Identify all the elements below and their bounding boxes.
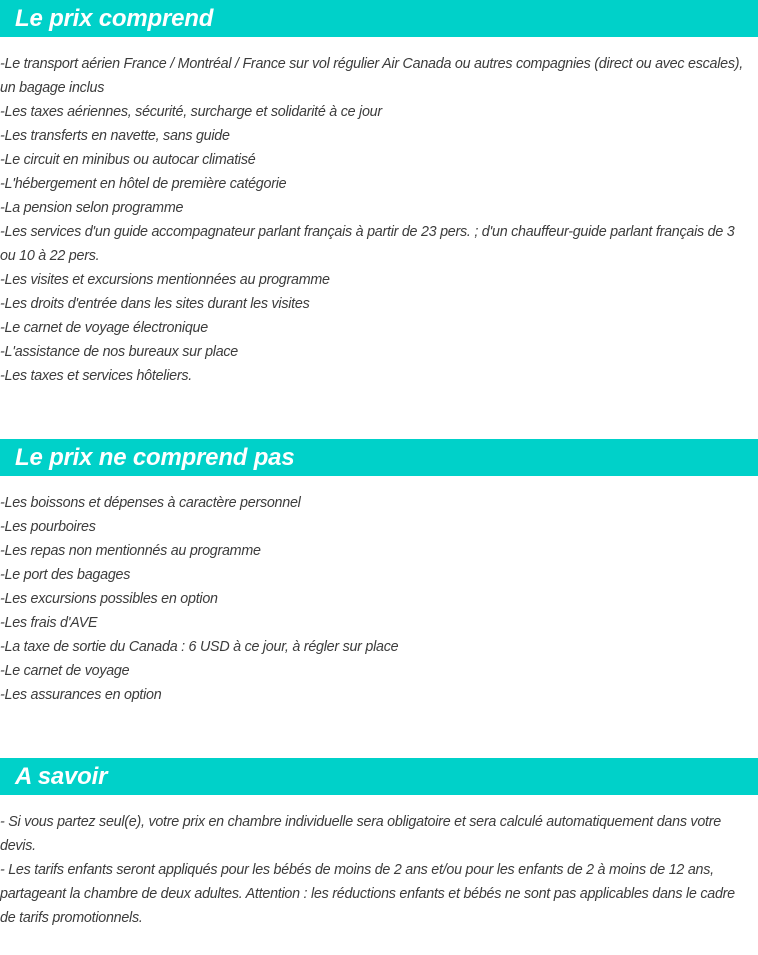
list-item: -L'assistance de nos bureaux sur place <box>0 344 239 360</box>
list-item: -Les visites et excursions mentionnées au programme <box>0 272 330 288</box>
list-item: -Le carnet de voyage électronique <box>0 320 208 336</box>
list-item: -L'hébergement en hôtel de première catégorie <box>0 176 287 192</box>
excludes-list <box>0 491 752 707</box>
list-item: -Les services d'un guide accompagnateur parlant français à partir de 23 pers. ; d'un chauffeur-guide parlant français de 3 ou 10 à 22 pers. <box>0 224 735 264</box>
includes-section-title: Le prix comprend <box>15 5 214 32</box>
list-item: -La taxe de sortie du Canada : 6 USD à ce jour, à régler sur place <box>0 639 399 655</box>
list-item: -La pension selon programme <box>0 200 184 216</box>
list-item: -Les repas non mentionnés au programme <box>0 543 261 559</box>
list-item: -Le transport aérien France / Montréal / France sur vol régulier Air Canada ou autres compagnies (direct ou avec escales), un bagage inclus <box>0 56 743 96</box>
info-section-header <box>0 758 758 795</box>
list-item: -Le carnet de voyage <box>0 663 130 679</box>
list-item: -Les pourboires <box>0 519 96 535</box>
list-item: - Si vous partez seul(e), votre prix en chambre individuelle sera obligatoire et sera calculé automatiquement dans votre devis. <box>0 814 721 854</box>
list-item: -Les droits d'entrée dans les sites durant les visites <box>0 296 310 312</box>
list-item: -Le port des bagages <box>0 567 131 583</box>
excludes-section-title: Le prix ne comprend pas <box>15 444 295 471</box>
list-item: -Les frais d'AVE <box>0 615 98 631</box>
list-item: -Les transferts en navette, sans guide <box>0 128 230 144</box>
list-item: -Les excursions possibles en option <box>0 591 218 607</box>
info-section-title: A savoir <box>15 763 108 790</box>
info-list <box>0 810 752 930</box>
list-item: - Les tarifs enfants seront appliqués pour les bébés de moins de 2 ans et/ou pour les enfants de 2 à moins de 12 ans, partageant la chambre de deux adultes. Attention : les réductions enfants et bébés ne sont pas applicables dans le cadre de tarifs promotionnels. <box>0 862 735 926</box>
list-item: -Les taxes et services hôteliers. <box>0 368 192 384</box>
excludes-section-header <box>0 439 758 476</box>
list-item: -Le circuit en minibus ou autocar climatisé <box>0 152 256 168</box>
list-item: -Les boissons et dépenses à caractère personnel <box>0 495 301 511</box>
list-item: -Les assurances en option <box>0 687 162 703</box>
list-item: -Les taxes aériennes, sécurité, surcharge et solidarité à ce jour <box>0 104 382 120</box>
includes-section-header <box>0 0 758 37</box>
includes-list <box>0 52 752 388</box>
